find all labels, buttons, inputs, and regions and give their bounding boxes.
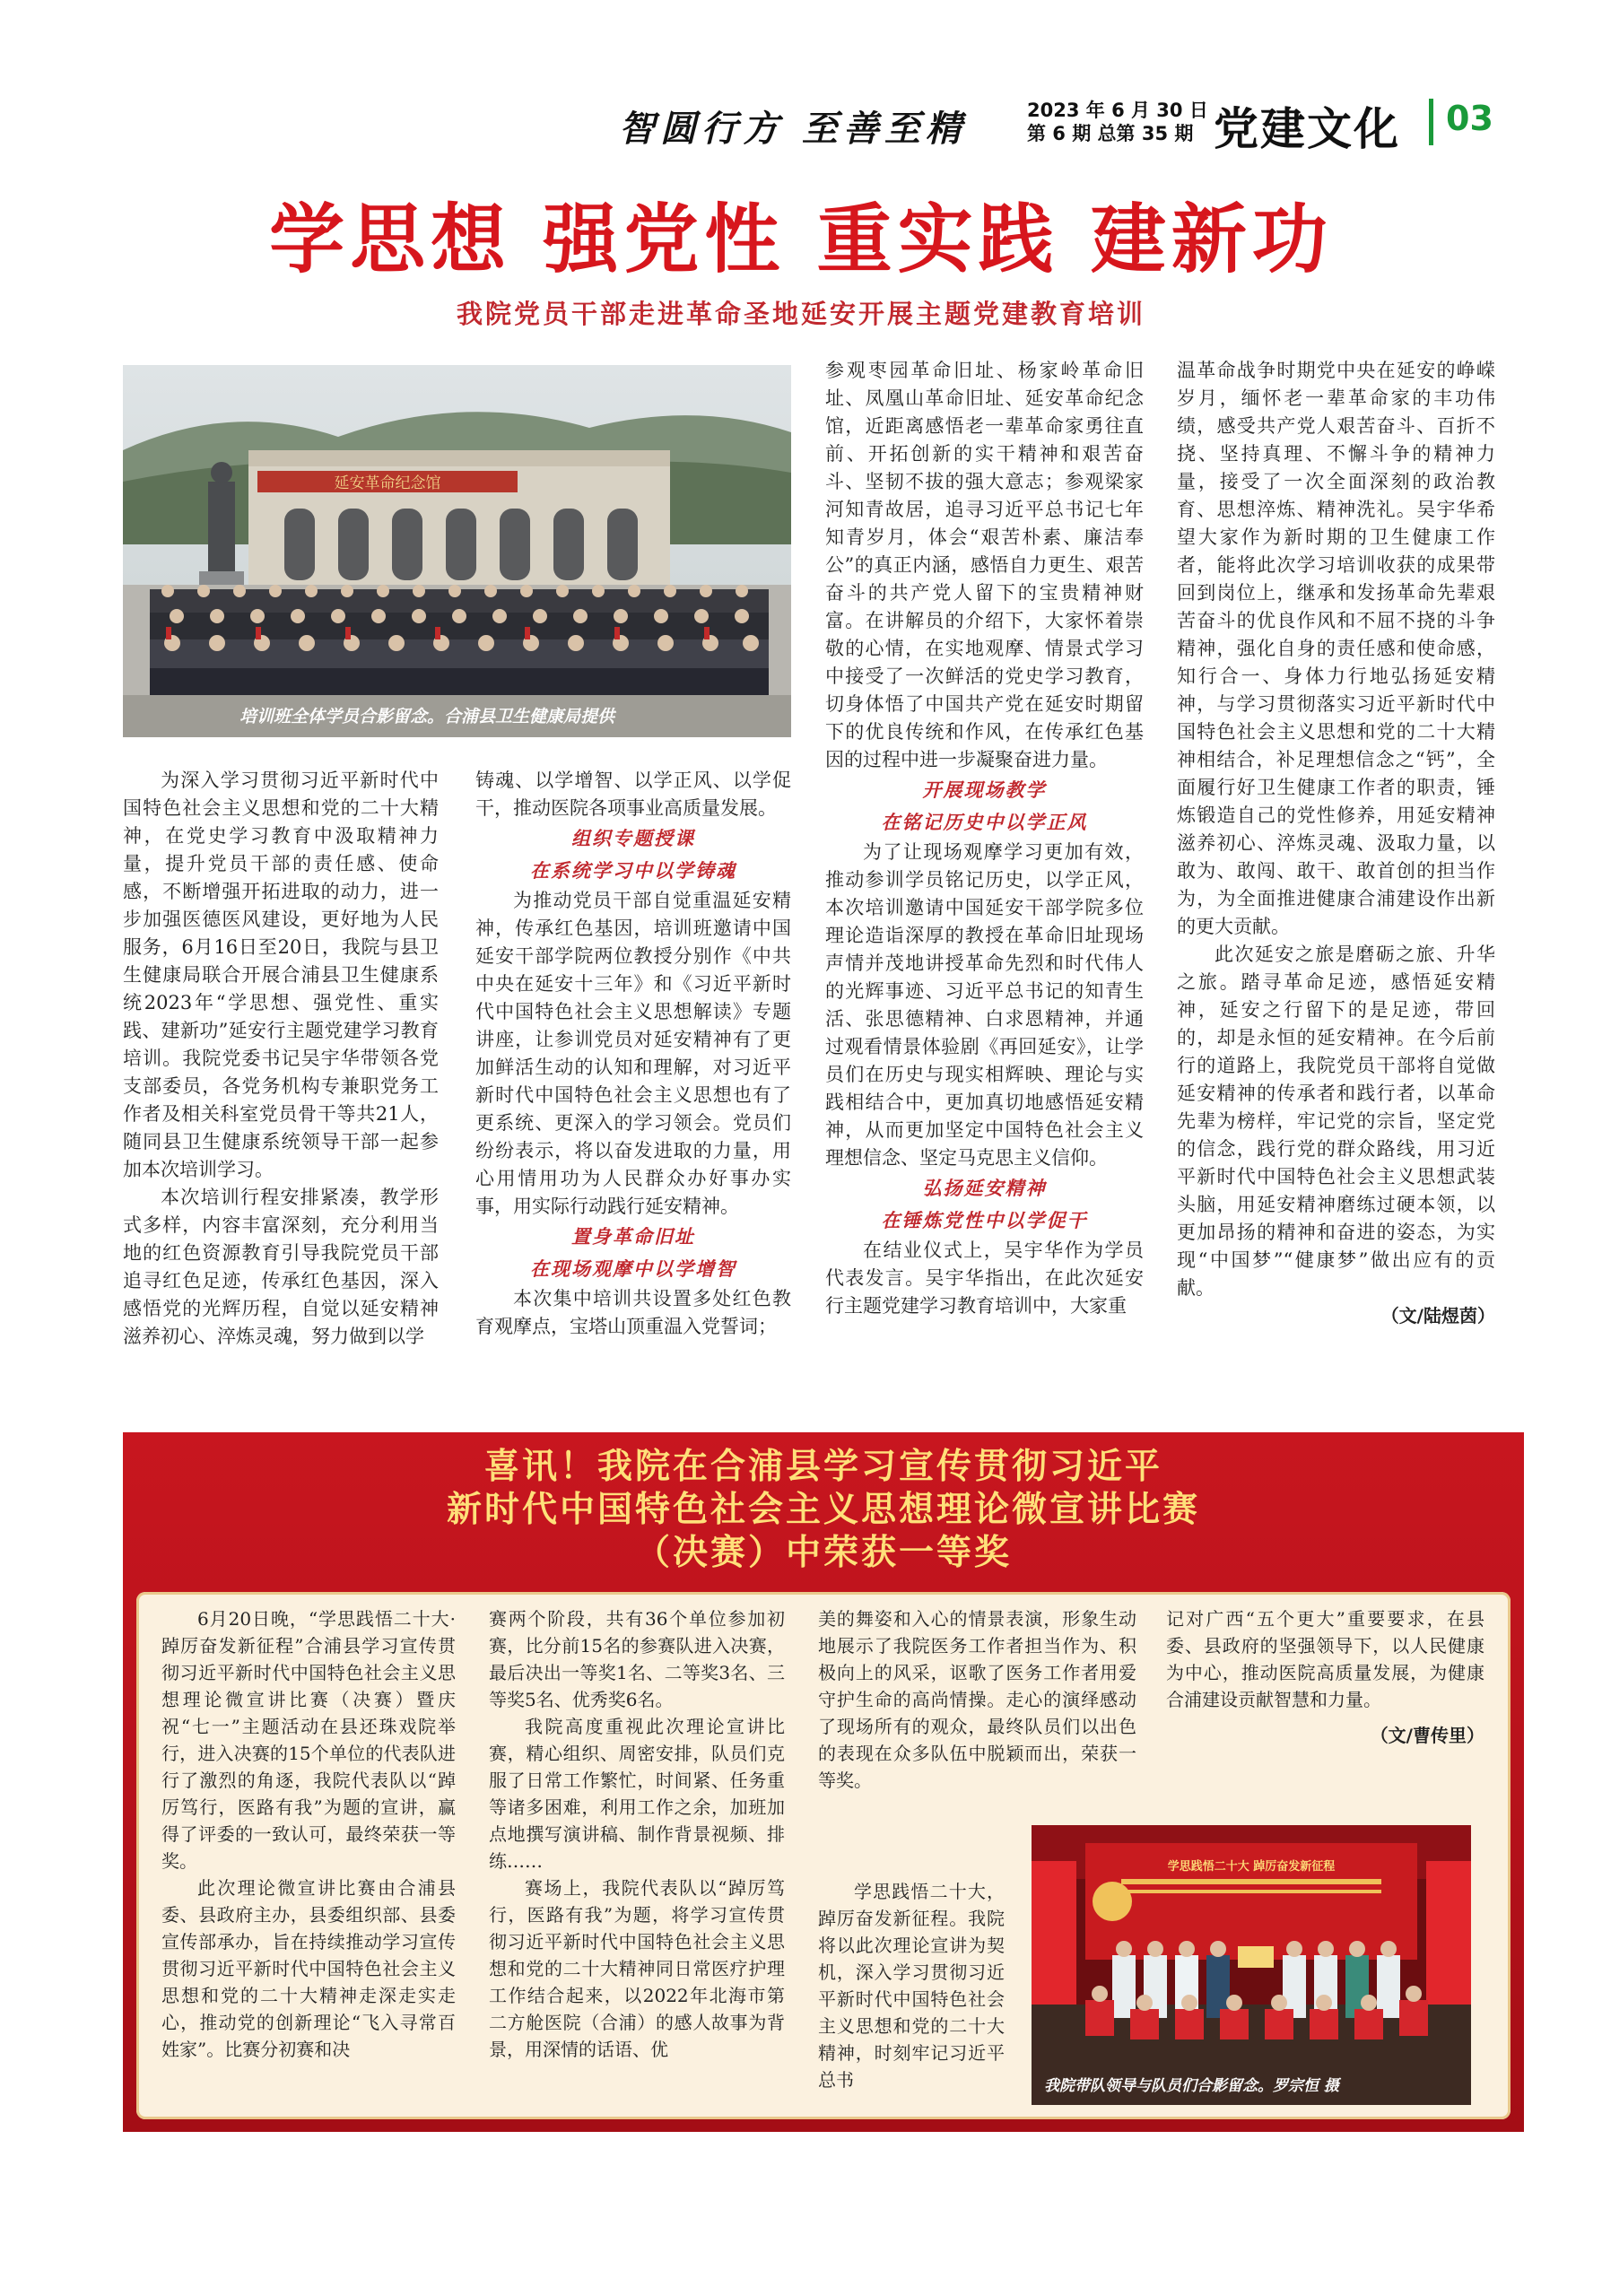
section-title: 党建文化 <box>1214 102 1400 155</box>
award-photo-illustration <box>1032 1825 1471 2105</box>
article2-paragraph: 赛两个阶段，共有36个单位参加初赛，比分前15名的参赛队进入决赛，最后决出一等奖1名、二等奖3名、三等奖5名、优秀奖6名。 <box>489 1608 785 1710</box>
article1-column-4 <box>1177 357 1495 1330</box>
group-photo-illustration <box>123 365 791 737</box>
photo-caption-1: 培训班全体学员合影留念。合浦县卫生健康局提供 <box>239 707 615 726</box>
article2-paragraph: 此次理论微宣讲比赛由合浦县委、县政府主办，县委组织部、县委宣传部承办，旨在持续推动学习宣传贯彻习近平新时代中国特色社会主义思想和党的二十大精神走深走实走心，推动党的创新理论“飞入寻常百姓家”。比赛分初赛和决 <box>161 1877 456 2060</box>
section-heading: 在系统学习中以学铸魂 <box>530 859 736 882</box>
article2-column-3 <box>818 1605 1136 1794</box>
article1-paragraph: 本次集中培训共设置多处红色教育观摩点，宝塔山顶重温入党誓词； <box>475 1288 791 1337</box>
issue-date: 2023 年 6 月 30 日 <box>1027 100 1208 121</box>
issue-info <box>1027 99 1208 145</box>
group-photo-yanan <box>123 365 791 737</box>
article2-column-3b <box>818 1878 1005 2093</box>
section-heading: 在现场观摩中以学增智 <box>530 1257 736 1280</box>
article1-paragraph: 在结业仪式上，吴宇华作为学员代表发言。吴宇华指出，在此次延安行主题党建学习教育培训中，大家重 <box>825 1239 1144 1317</box>
article2-paragraph: 记对广西“五个更大”重要要求，在县委、县政府的坚强领导下，以人民健康为中心，推动医院高质量发展，为健康合浦建设贡献智慧和力量。 <box>1166 1608 1484 1710</box>
section-heading: 置身革命旧址 <box>571 1225 695 1248</box>
party-emblem-icon <box>1093 1882 1132 1921</box>
article1-column-3 <box>825 357 1144 1320</box>
article-subhead: 我院党员干部走进革命圣地延安开展主题党建教育培训 <box>456 299 1145 329</box>
section-heading: 开展现场教学 <box>922 778 1047 801</box>
article2-paragraph: 学思践悟二十大，踔厉奋发新征程。我院将以此次理论宣讲为契机，深入学习贯彻习近平新时代中国特色社会主义思想和党的二十大精神，时刻牢记习近平总书 <box>818 1881 1005 2091</box>
award-headline-line: 喜讯！我院在合浦县学习宣传贯彻习近平 <box>483 1447 1162 1487</box>
page-number: 03 <box>1446 99 1493 138</box>
article2-author: （文/曹传里） <box>1370 1725 1484 1746</box>
award-headline-line: （决赛）中荣获一等奖 <box>634 1533 1012 1573</box>
award-headline <box>123 1446 1524 1575</box>
article1-paragraph: 为了让现场观摩学习更加有效，推动参训学员铭记历史，以学正风，本次培训邀请中国延安干部学院多位理论造诣深厚的教授在革命旧址现场声情并茂地讲授革命先烈和时代伟人的光辉事迹、习近平总书记的知青生活、张思德精神、白求恩精神，并通过观看情景体验剧《再回延安》，让学员们在历史与现实相辉映、理论与实践相结合中，更加真切地感悟延安精神，从而更加坚定中国特色社会主义理想信念、坚定马克思主义信仰。 <box>825 841 1144 1169</box>
article1-column-1 <box>123 767 439 1351</box>
page-divider <box>1429 99 1433 145</box>
article1-paragraph: 铸魂、以学增智、以学正风、以学促干，推动医院各项事业高质量发展。 <box>475 770 791 819</box>
masthead-slogan: 智圆行方 至善至精 <box>619 108 967 150</box>
article1-column-2 <box>475 767 791 1341</box>
article1-author: （文/陆煜茵） <box>1380 1305 1495 1326</box>
article-headline: 学思想 强党性 重实践 建新功 <box>269 196 1333 283</box>
section-heading: 在锤炼党性中以学促干 <box>881 1209 1088 1231</box>
memorial-hall-sign: 延安革命纪念馆 <box>334 474 441 492</box>
section-heading: 弘扬延安精神 <box>922 1177 1047 1199</box>
stage-banner-title: 学思践悟二十大 踔厉奋发新征程 <box>1167 1860 1336 1874</box>
section-heading: 组织专题授课 <box>571 827 695 849</box>
article1-paragraph: 为推动党员干部自觉重温延安精神，传承红色基因，培训班邀请中国延安干部学院两位教授分别作《中共中央在延安十三年》和《习近平新时代中国特色社会主义思想解读》专题讲座，让参训党员对延安精神有了更加鲜活生动的认知和理解，对习近平新时代中国特色社会主义思想也有了更系统、更深入的学习领会。党员们纷纷表示，将以奋发进取的力量，用心用情用功为人民群众办好事办实事，用实际行动践行延安精神。 <box>475 890 791 1217</box>
article2-column-1 <box>161 1605 456 2063</box>
article2-paragraph: 美的舞姿和入心的情景表演，形象生动地展示了我院医务工作者担当作为、积极向上的风采，讴歌了医务工作者用爱守护生命的高尚情操。走心的演绎感动了现场所有的观众，最终队员们以出色的表现在众多队伍中脱颖而出，荣获一等奖。 <box>818 1608 1136 1791</box>
article2-paragraph: 赛场上，我院代表队以“踔厉笃行，医路有我”为题，将学习宣传贯彻习近平新时代中国特色社会主义思想和党的二十大精神同日常医疗护理工作结合起来，以2022年北海市第二方舱医院（合浦）的感人故事为背景，用深情的话语、优 <box>489 1877 785 2060</box>
article2-paragraph: 6月20日晚，“学思践悟二十大·踔厉奋发新征程”合浦县学习宣传贯彻习近平新时代中国特色社会主义思想理论微宣讲比赛（决赛）暨庆祝“七一”主题活动在县还珠戏院举行，进入决赛的15个单位的代表队进行了激烈的角逐，我院代表队以“踔厉笃行，医路有我”为题的宣讲，赢得了评委的一致认可，最终荣获一等奖。 <box>161 1608 456 1872</box>
issue-number: 第 6 期 总第 35 期 <box>1027 123 1194 144</box>
article1-paragraph: 此次延安之旅是磨砺之旅、升华之旅。踏寻革命足迹，感悟延安精神，延安之行留下的是足迹，带回的，却是永恒的延安精神。在今后前行的道路上，我院党员干部将自觉做延安精神的传承者和践行者，以革命先辈为榜样，牢记党的宗旨，坚定党的信念，践行党的群众路线，用习近平新时代中国特色社会主义思想武装头脑，用延安精神磨练过硬本领，以更加昂扬的精神和奋进的姿态，为实现“中国梦”“健康梦”做出应有的贡献。 <box>1177 944 1495 1299</box>
article1-paragraph: 温革命战争时期党中央在延安的峥嵘岁月，缅怀老一辈革命家的丰功伟绩，感受共产党人艰苦奋斗、百折不挠、坚持真理、不懈斗争的精神力量，接受了一次全面深刻的政治教育、思想淬炼、精神洗礼。吴宇华希望大家作为新时期的卫生健康工作者，能将此次学习培训收获的成果带回到岗位上，继承和发扬革命先辈艰苦奋斗的优良作风和不屈不挠的斗争精神，强化自身的责任感和使命感，知行合一、身体力行地弘扬延安精神，与学习贯彻落实习近平新时代中国特色社会主义思想和党的二十大精神相结合，补足理想信念之“钙”，全面履行好卫生健康工作者的职责，锤炼锻造自己的党性修养，用延安精神滋养初心、淬炼灵魂、汲取力量，以敢为、敢闯、敢干、敢首创的担当作为，为全面推进健康合浦建设作出新的更大贡献。 <box>1177 360 1495 937</box>
photo-caption-2: 我院带队领导与队员们合影留念。罗宗恒 摄 <box>1044 2077 1339 2095</box>
article2-paragraph: 我院高度重视此次理论宣讲比赛，精心组织、周密安排，队员们克服了日常工作繁忙，时间紧、任务重等诸多困难，利用工作之余，加班加点地撰写演讲稿、制作背景视频、排练…… <box>489 1716 785 1872</box>
award-headline-line: 新时代中国特色社会主义思想理论微宣讲比赛 <box>446 1490 1200 1530</box>
article1-paragraph: 参观枣园革命旧址、杨家岭革命旧址、凤凰山革命旧址、延安革命纪念馆，近距离感悟老一辈革命家勇往直前、开拓创新的实干精神和艰苦奋斗、坚韧不拔的强大意志；参观梁家河知青故居，追寻习近平总书记七年知青岁月，体会“艰苦朴素、廉洁奉公”的真正内涵，感悟自力更生、艰苦奋斗的共产党人留下的宝贵精神财富。在讲解员的介绍下，大家怀着崇敬的心情，在实地观摩、情景式学习中接受了一次鲜活的党史学习教育，切身体悟了中国共产党在延安时期留下的优良传统和作风，在传承红色基因的过程中进一步凝聚奋进力量。 <box>825 360 1144 770</box>
article2-column-2 <box>489 1605 785 2063</box>
article1-paragraph: 为深入学习贯彻习近平新时代中国特色社会主义思想和党的二十大精神，在党史学习教育中汲取精神力量，提升党员干部的责任感、使命感，不断增强开拓进取的动力，进一步加强医德医风建设，更好地为人民服务，6月16日至20日，我院与县卫生健康局联合开展合浦县卫生健康系统2023年“学思想、强党性、重实践、建新功”延安行主题党建学习教育培训。我院党委书记吴宇华带领各党支部委员，各党务机构专兼职党务工作者及相关科室党员骨干等共21人，随同县卫生健康系统领导干部一起参加本次培训学习。 <box>123 770 439 1180</box>
section-heading: 在铭记历史中以学正风 <box>881 811 1088 833</box>
award-team-photo <box>1032 1825 1471 2105</box>
article2-column-4 <box>1166 1605 1484 1749</box>
article1-paragraph: 本次培训行程安排紧凑，教学形式多样，内容丰富深刻，充分利用当地的红色资源教育引导我院党员干部追寻红色足迹，传承红色基因，深入感悟党的光辉历程，自觉以延安精神滋养初心、淬炼灵魂，努力做到以学 <box>123 1187 439 1347</box>
